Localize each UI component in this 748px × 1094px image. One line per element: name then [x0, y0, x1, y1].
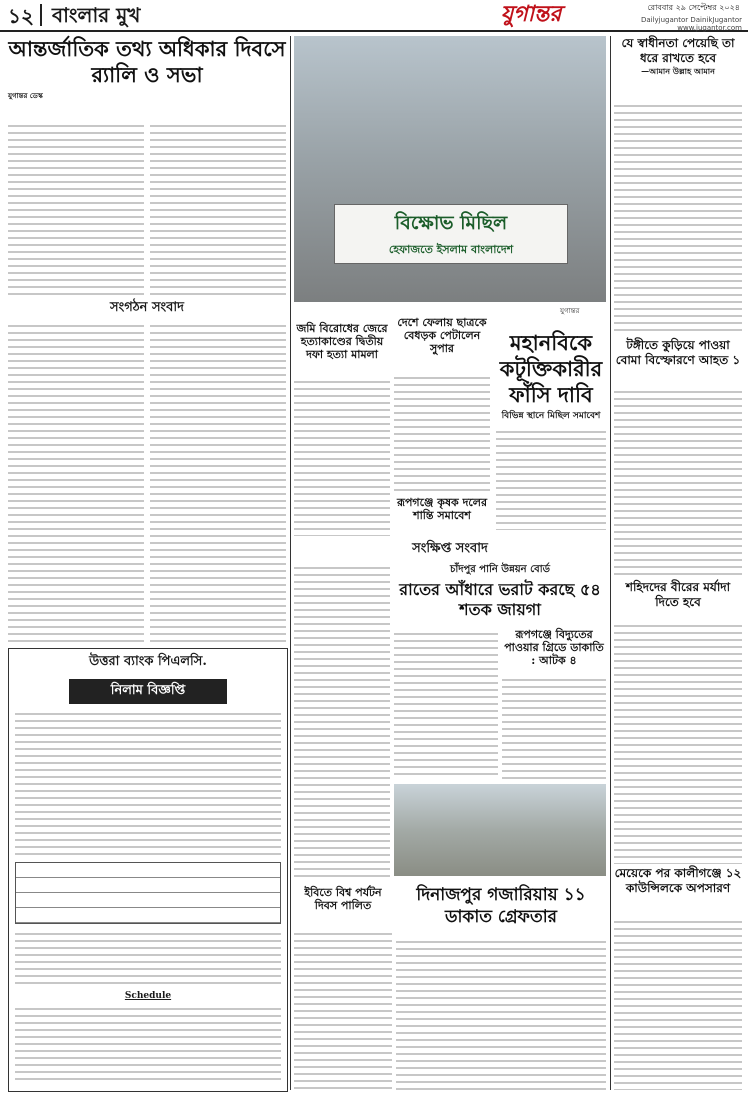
main-center-story [496, 330, 606, 406]
masthead [0, 0, 748, 32]
body-text-placeholder [294, 928, 392, 1090]
column-rule [290, 36, 291, 1090]
krishak-dal-story [394, 496, 490, 536]
section-name: বাংলার মুখ [52, 3, 141, 27]
main-center-headline: মহানবিকে কটূক্তিকারীর ফাঁসি দাবি [499, 330, 603, 407]
body-text-placeholder [150, 120, 286, 296]
krishak-dal-headline: রূপগঞ্জে কৃষক দলের শান্তি সমাবেশ [396, 496, 488, 522]
right-top-story [614, 36, 742, 106]
short-news-col [294, 562, 390, 882]
kaliganj-headline: মেয়েকে পর কালীগঞ্জে ১২ কাউন্সিলকে অপসারণ [614, 866, 742, 895]
body-text-placeholder [8, 120, 144, 296]
chandpur-story [394, 580, 606, 626]
kaliganj-story [614, 866, 742, 912]
sangothon-title: সংগঠন সংবাদ [110, 300, 184, 315]
body-text-placeholder [502, 674, 606, 780]
martyr-headline: শহিদদের বীরের মর্যাদা দিতে হবে [625, 580, 731, 609]
tongi-story [614, 338, 742, 382]
chandpur-headline: রাতের আঁধারে ভরাট করছে ৫৪ শতক জায়গা [399, 580, 601, 619]
land-dispute-story [294, 322, 390, 372]
dinajpur-story [396, 884, 606, 934]
date-line: রোববার ২৯ সেপ্টেম্বর ২০২৪ [647, 3, 740, 12]
spacer [494, 316, 606, 318]
tourism-body [294, 928, 392, 1090]
body-text-placeholder [150, 320, 286, 642]
notice-table [15, 862, 281, 924]
body-text-placeholder [8, 320, 144, 642]
right-top-sub: —আমান উল্লাহ আমান [641, 66, 715, 76]
sangothon-col2 [150, 320, 286, 642]
notice-text-placeholder [15, 928, 281, 988]
short-news-title: সংক্ষিপ্ত সংবাদ [412, 541, 488, 556]
chandpur-kicker-box [394, 562, 606, 578]
page-number: ১২ [8, 4, 34, 28]
tourism-photo [394, 784, 606, 876]
tourism-story [294, 886, 392, 926]
martyr-body [614, 620, 742, 864]
main-center-sub-box [496, 408, 606, 422]
chandpur-kicker: চাঁদপুর পানি উন্নয়ন বোর্ড [449, 564, 551, 575]
body-text-placeholder [396, 936, 606, 1090]
social-line: Dailyjugantor DainikJugantor www.jugantor.com [640, 16, 742, 32]
short-news-banner [294, 540, 606, 558]
body-text-placeholder [394, 372, 490, 492]
right-top-headline: যে স্বাধীনতা পেয়েছি তা ধরে রাখতে হবে [621, 36, 735, 65]
dinajpur-headline: দিনাজপুর গজারিয়ায় ১১ ডাকাত গ্রেফতার [416, 885, 586, 927]
rupganj-headline: রূপগঞ্জে বিদ্যুতের পাওয়ার গ্রিডে ডাকাতি : আটক ৪ [504, 628, 604, 667]
column-rule [610, 36, 611, 1090]
stalk-story [394, 316, 490, 370]
body-text-placeholder [394, 628, 498, 780]
rupganj-story [502, 628, 606, 672]
main-center-sub: বিভিন্ন স্থানে মিছিল সমাবেশ [501, 411, 601, 421]
schedule-label: Schedule [124, 991, 172, 1001]
dinajpur-body [396, 936, 606, 1090]
body-text-placeholder [614, 620, 742, 864]
lead-left-byline: যুগান্তর ডেস্ক [8, 92, 43, 100]
banner-text: বিক্ষোভ মিছিল [394, 212, 508, 234]
protest-photo [294, 36, 606, 302]
land-dispute-body [294, 376, 390, 536]
martyr-story [614, 580, 742, 616]
body-text-placeholder [294, 562, 390, 882]
tongi-headline: টঙ্গীতে কুড়িয়ে পাওয়া বোমা বিস্ফোরণে আহত ১ [615, 338, 741, 367]
banner-subtext: হেফাজতে ইসলাম বাংলাদেশ [388, 243, 514, 256]
sangothon-banner [8, 300, 286, 316]
lead-left-col1 [8, 120, 144, 296]
chandpur-body-1 [394, 628, 498, 780]
body-text-placeholder [614, 916, 742, 1090]
stalk-body [394, 372, 490, 492]
tourism-headline: ইবিতে বিশ্ব পর্যটন দিবস পালিত [304, 886, 382, 912]
tongi-body [614, 386, 742, 576]
body-text-placeholder [294, 376, 390, 536]
notice-title: নিলাম বিজ্ঞপ্তি [69, 679, 227, 704]
bank-name: উত্তরা ব্যাংক পিএলসি. [89, 654, 207, 669]
body-text-placeholder [614, 100, 742, 332]
schedule-text-placeholder [15, 1003, 281, 1083]
main-center-body [496, 426, 606, 530]
lead-left-headline: আন্তর্জাতিক তথ্য অধিকার দিবসে র‍্যালি ও সভা [8, 36, 286, 87]
rupganj-body [502, 674, 606, 780]
body-text-placeholder [614, 386, 742, 576]
lead-left-story [8, 36, 286, 116]
stalk-headline: দেশে ফেলায় ছাত্রকে বেধড়ক পেটালেন সুপার [397, 316, 487, 355]
right-top-body [614, 100, 742, 332]
notice-text-placeholder [15, 708, 281, 858]
kaliganj-body [614, 916, 742, 1090]
body-text-placeholder [496, 426, 606, 530]
photo-banner [334, 204, 568, 264]
brand-logo: যুগান্তর [500, 1, 562, 27]
section-divider [40, 4, 42, 26]
lead-left-col2 [150, 120, 286, 296]
photo-credit: যুগান্তর [560, 307, 580, 315]
land-dispute-headline: জমি বিরোধের জেরে হত্যাকাণ্ডের দ্বিতীয় দফা হত্যা মামলা [296, 322, 388, 361]
sangothon-col1 [8, 320, 144, 642]
bank-auction-notice [8, 648, 288, 1092]
